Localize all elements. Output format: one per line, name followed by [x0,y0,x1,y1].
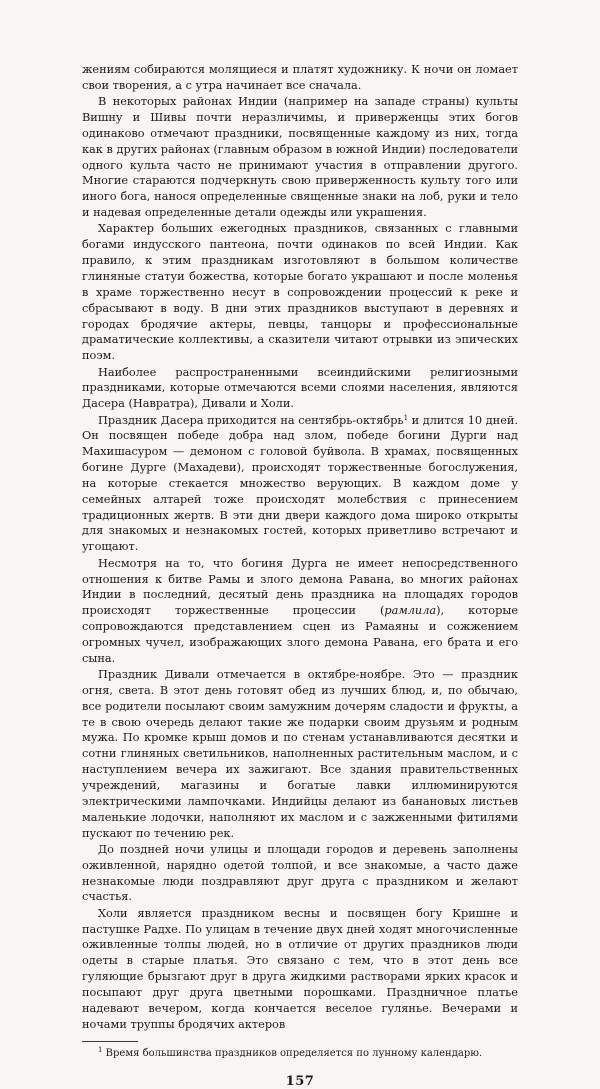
paragraph [82,556,518,667]
paragraph: жениям собираются молящиеся и платят художнику. К ночи он ломает свои творения, а с утра начинает все сначала. [82,63,518,92]
paragraph-text: и длится 10 дней. Он посвящен победе добра над злом, победе богини Дурги над Махишасуром — демоном с головой буйвола. В храмах, посвященных богине Дурге (Махадеви), происходят торжественные богослужения, на которые стекается множество верующих. В каждом доме у семейных алтарей тоже происходят молебствия с принесением традиционных жертв. В эти дни двери каждого дома широко открыты для знакомых и незнакомых гостей, которых приветливо встречают и угощают. [82,413,518,554]
paragraph: Холи является праздником весны и посвящен богу Кришне и пастушке Радхе. По улицам в течение двух дней ходят многочисленные оживленные толпы людей, но в отличие от других праздников люди одеты в старые платья. Это связано с тем, что в этот день все гуляющие брызгают друг в друга жидкими растворами ярких красок и посыпают друг друга цветными порошками. Праздничное платье надевают вечером, когда кончается веселое гулянье. Вечерами и ночами труппы бродячих актеров [82,906,518,1031]
paragraph-text: ), которые сопровождаются представлением сцен из Рамаяны и сожжением огромных чучел, изображающих злого демона Равана, его брата и его сына. [82,604,519,665]
italic-term: рамлила [384,604,437,618]
footnote-marker: 1 [98,1046,103,1055]
paragraph-text: Несмотря на то, что богиня Дурга не имеет непосредственного отношения к битве Рамы и злого демона Равана, во многих районах Индии в последний, десятый день праздника на площадях городов происходят торжественные процессии ( [82,556,518,618]
paragraph: Праздник Дивали отмечается в октябре-ноябре. Это — праздник огня, света. В этот день готовят обед из лучших блюд, и, по обычаю, все родители посылают своим замужним дочерям сладости и фрукты, а те в свою очередь делают такие же подарки своим друзьям и родным мужа. По кромке крыш домов и по стенам устанавливаются десятки и сотни глиняных светильников, наполненных растительным маслом, и с наступлением вечера их зажигают. Все здания правительственных учреждений, магазины и богатые лавки иллюминируются электрическими лампочками. Индийцы делают из банановых листьев маленькие лодочки, наполняют их маслом и с зажженными фитилями пускают по течению рек. [82,668,518,840]
footnote-divider [82,1041,138,1042]
paragraph: Наиболее распространенными всеиндийскими религиозными праздниками, которые отмечаются всеми слоями населения, являются Дасера (Навратра), Дивали и Холи. [82,365,518,411]
paragraph: До поздней ночи улицы и площади городов и деревень заполнены оживленной, нарядно одетой толпой, и все знакомые, а часто даже незнакомые люди поздравляют друг друга с праздником и желают счастья. [82,842,518,904]
page-number: 157 [285,1074,315,1089]
footnote-text: Время большинства праздников определяется по лунному календарю. [105,1048,483,1060]
paragraph: Характер больших ежегодных праздников, связанных с главными богами индусского пантеона, почти одинаков по всей Индии. Как правило, к этим праздникам изготовляют в большом количестве глиняные статуи божества, которые богато украшают и после моленья в храме торжественно несут в сопровождении процессий к реке и сбрасывают в воду. В дни этих праздников выступают в деревнях и городах бродячие актеры, певцы, танцоры и профессиональные драматические коллективы, а сказители читают отрывки из эпических поэм. [82,222,518,363]
paragraph-text: Праздник Дасера приходится на сентябрь-октябрь [98,413,404,427]
footnote [82,1047,518,1060]
paragraph [82,413,518,556]
paragraph: В некоторых районах Индии (например на западе страны) культы Вишну и Шивы почти неразличимы, и приверженцы этих богов одинаково отмечают праздники, посвященные каждому из них, тогда как в других районах (главным образом в южной Индии) последователи одного культа часто не принимают участия в отправлении другого. Многие стараются подчеркнуть свою приверженность культу того или иного бога, нанося определенные священные знаки на лоб, руки и тело и надевая определенные детали одежды или украшения. [82,95,518,220]
footnote-ref: 1 [403,413,409,422]
